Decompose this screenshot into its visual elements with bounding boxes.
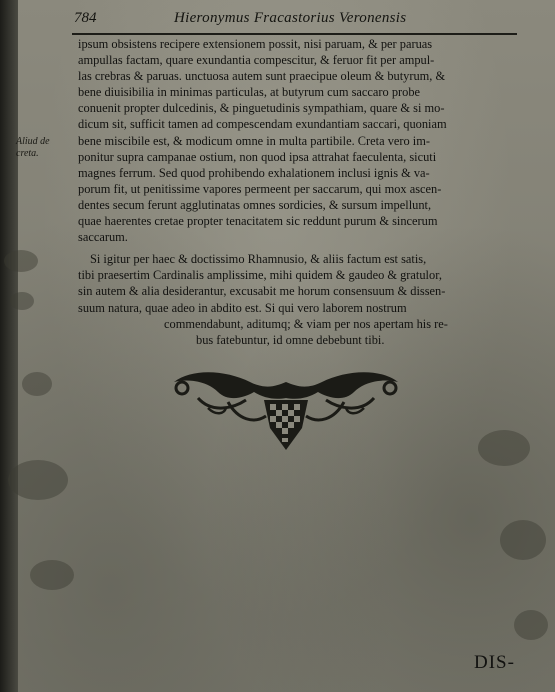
binding-gutter (0, 0, 18, 692)
text-line: ampullas factam, quare exundantia compescitur, & feruor fit per ampul- (78, 53, 435, 68)
closing-paragraph (78, 251, 518, 348)
text-line: bene miscibile est, & modicum omne in multa partibile. Creta vero im- (78, 133, 431, 148)
main-text (78, 36, 518, 348)
text-line: magnes ferrum. Sed quod prohibendo exhalationem inclusi ignis & va- (78, 165, 430, 180)
text-line: conuenit propter dulcedinis, & pinguetudinis sympathiam, quare & si mo- (78, 101, 445, 116)
water-stain (22, 372, 52, 396)
running-head (74, 10, 514, 32)
text-line: ipsum obsistens recipere extensionem possit, nisi paruam, & per paruas (78, 37, 433, 51)
margin-note (16, 136, 76, 160)
text-line: Si igitur per haec & doctissimo Rhamnusio, & aliis factum est satis, (90, 252, 427, 267)
text-line: ponitur supra campanae ostium, non quod ipsa attrahat faeculenta, sicuti (78, 149, 437, 164)
water-stain (478, 430, 530, 466)
text-line: suum natura, quae adeo in abdito est. Si qui vero laborem nostrum (78, 300, 407, 315)
page-number: 784 (74, 10, 97, 26)
text-line: commendabunt, aditumq; & viam per nos apertam his re- (164, 316, 448, 331)
water-stain (10, 292, 34, 310)
header-rule (72, 33, 517, 35)
margin-note-line: creta. (16, 148, 39, 159)
water-stain (30, 560, 74, 590)
water-stain (500, 520, 546, 560)
tailpiece-ornament-icon (168, 368, 404, 460)
water-stain (514, 610, 548, 640)
text-line: tibi praesertim Cardinalis amplissime, mihi quidem & gaudeo & gratulor, (78, 268, 442, 283)
running-head-title: Hieronymus Fracastorius Veronensis (174, 10, 407, 26)
text-line: las crebras & paruas. unctuosa autem sunt praecipue oleum & butyrum, & (78, 69, 446, 84)
water-stain (8, 460, 68, 500)
text-line: sin autem & alia desiderantur, excusabit me horum consensuum & dissen- (78, 284, 446, 299)
text-line: dicum sit, sufficit tamen ad compescendam exundantiam saccari, quoniam (78, 117, 447, 132)
text-line: bene diuisibilia in minimas particulas, at butyrum cum saccaro probe (78, 85, 421, 100)
text-line: porum fit, ut penitissime vapores permeent per saccarum, qui mox ascen- (78, 181, 442, 196)
margin-note-line: Aliud de (16, 136, 50, 147)
water-stain (4, 250, 38, 272)
text-line: quae haerentes cretae propter tenacitatem sic reddunt purum & sincerum (78, 214, 438, 229)
text-line: saccarum. (78, 230, 128, 245)
text-line: bus fatebuntur, id omne debebunt tibi. (196, 332, 385, 347)
catchword: DIS- (474, 652, 515, 673)
text-line: dentes secum ferunt agglutinatas omnes sordicies, & sursum impellunt, (78, 197, 432, 212)
